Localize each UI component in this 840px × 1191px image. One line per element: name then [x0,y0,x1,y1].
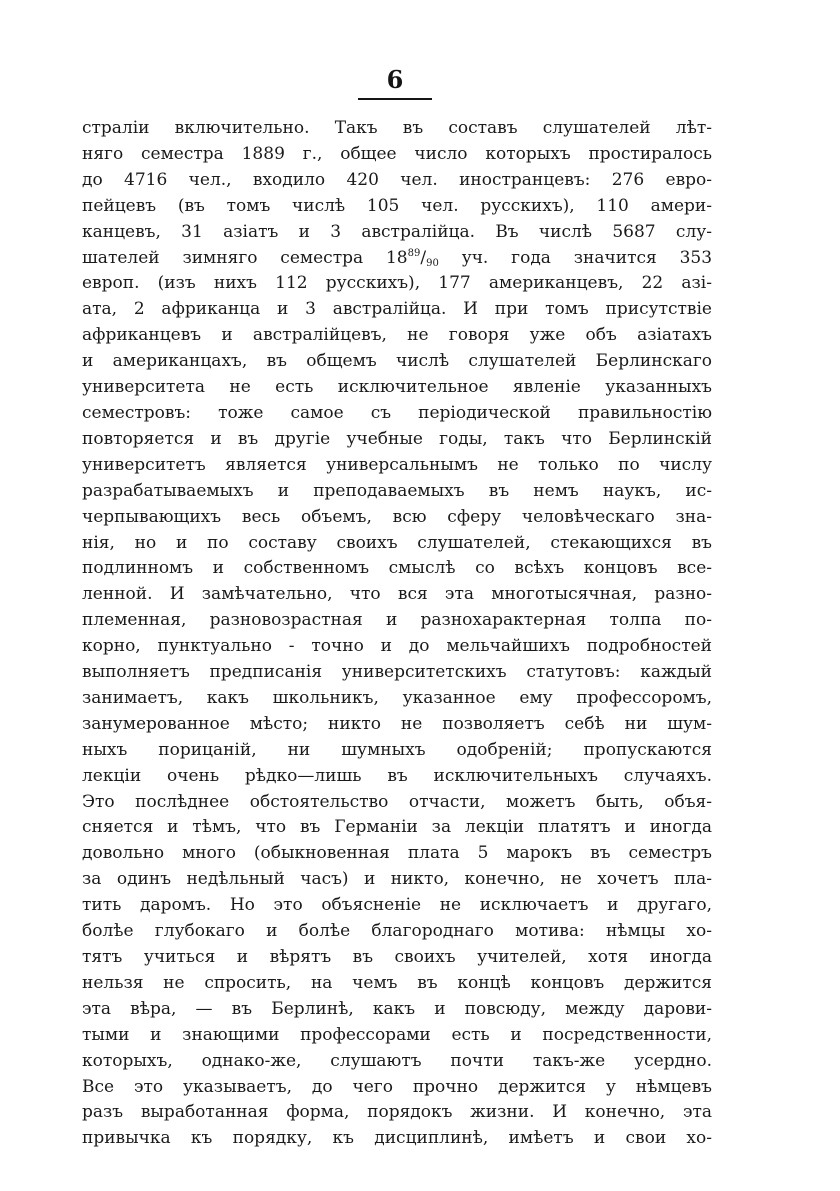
fraction-superscript: 89 [407,247,421,259]
text-line: корно, пунктуально - точно и до мельчайшихъ подробностей [82,636,712,657]
text-line: разъ выработанная форма, порядокъ жизни. И конечно, эта [82,1102,712,1123]
text-line: привычка къ порядку, къ дисциплинѣ, имѣетъ и свои хо- [82,1128,712,1149]
fraction-base: 18 [385,247,408,268]
text-line: африканцевъ и австралійцевъ, не говоря уже объ азіатахъ [82,325,712,346]
text-line: няго семестра 1889 г., общее число которыхъ простиралось [82,143,712,164]
text-line: выполняетъ предписанія университетскихъ статутовъ: каждый [82,662,712,683]
academic-year-fraction [386,248,439,268]
text-line: и американцахъ, въ общемъ числѣ слушателей Берлинскаго [82,351,712,372]
text-line: Это послѣднее обстоятельство отчасти, можетъ быть, объя- [82,791,712,812]
text-line: тить даромъ. Но это объясненіе не исключаетъ и другаго, [82,895,712,916]
text-line: страліи включительно. Такъ въ составъ слушателей лѣт- [82,118,712,138]
text-line: университета не есть исключительное явленіе указанныхъ [82,377,712,398]
text-line: черпывающихъ весь объемъ, всю сферу человѣческаго зна- [82,506,712,527]
text-line: пейцевъ (въ томъ числѣ 105 чел. русскихъ), 110 амери- [82,195,712,216]
text-line: ныхъ порицаній, ни шумныхъ одобреній; пропускаются [82,739,712,760]
text-line: тыми и знающими профессорами есть и посредственности, [82,1024,712,1045]
body-text [82,116,712,1152]
text-line: занумерованное мѣсто; никто не позволяетъ себѣ ни шум- [82,713,712,734]
text-line: нія, но и по составу своихъ слушателей, стекающихся въ [82,532,712,553]
text-line: эта вѣра, — въ Берлинѣ, какъ и повсюду, между дарови- [82,998,712,1019]
fraction-slash: / [420,247,427,268]
text-line: до 4716 чел., входило 420 чел. иностранцевъ: 276 евро- [82,169,712,190]
text-line: подлинномъ и собственномъ смыслѣ со всѣхъ концовъ все- [82,558,712,579]
text-line-with-fraction [82,246,712,272]
text-line: ата, 2 африканца и 3 австралійца. И при томъ присутствіе [82,299,712,320]
text-line: сняется и тѣмъ, что въ Германіи за лекціи платятъ и иногда [82,817,712,838]
text-line: университетъ является универсальнымъ не только по числу [82,454,712,475]
text-line: за одинъ недѣльный часъ) и никто, конечно, не хочетъ пла- [82,869,712,890]
text-line: довольно много (обыкновенная плата 5 марокъ въ семестръ [82,843,712,864]
text-line: тятъ учиться и вѣрятъ въ своихъ учителей, хотя иногда [82,947,712,967]
text-line: европ. (изъ нихъ 112 русскихъ), 177 американцевъ, 22 азі- [82,273,712,294]
text-segment: уч. года значится 353 [461,247,712,268]
text-line: лекціи очень рѣдко—лишь въ исключительныхъ случаяхъ. [82,765,712,786]
text-segment: шателей зимняго семестра [82,247,364,268]
text-line: канцевъ, 31 азіатъ и 3 австралійца. Въ числѣ 5687 слу- [82,221,712,242]
text-line: занимаетъ, какъ школьникъ, указанное ему профессоромъ, [82,687,712,708]
page-number: 6 [386,65,404,94]
text-line: нельзя не спросить, на чемъ въ концѣ концовъ держится [82,972,712,993]
text-line: которыхъ, однако-же, слушаютъ почти такъ-же усердно. [82,1050,712,1071]
text-line: племенная, разновозрастная и разнохарактерная толпа по- [82,610,712,631]
page-number-rule [358,98,432,100]
text-line: разрабатываемыхъ и преподаваемыхъ въ немъ наукъ, ис- [82,480,712,501]
text-line: семестровъ: тоже самое съ періодической правильностію [82,402,712,423]
text-line: Все это указываетъ, до чего прочно держится у нѣмцевъ [82,1076,712,1097]
text-line: болѣе глубокаго и болѣе благороднаго мотива: нѣмцы хо- [82,921,712,942]
text-line: повторяется и въ другіе учебные годы, такъ что Берлинскій [82,428,712,449]
fraction-subscript: 90 [426,257,439,269]
text-line: ленной. И замѣчательно, что вся эта многотысячная, разно- [82,584,712,605]
